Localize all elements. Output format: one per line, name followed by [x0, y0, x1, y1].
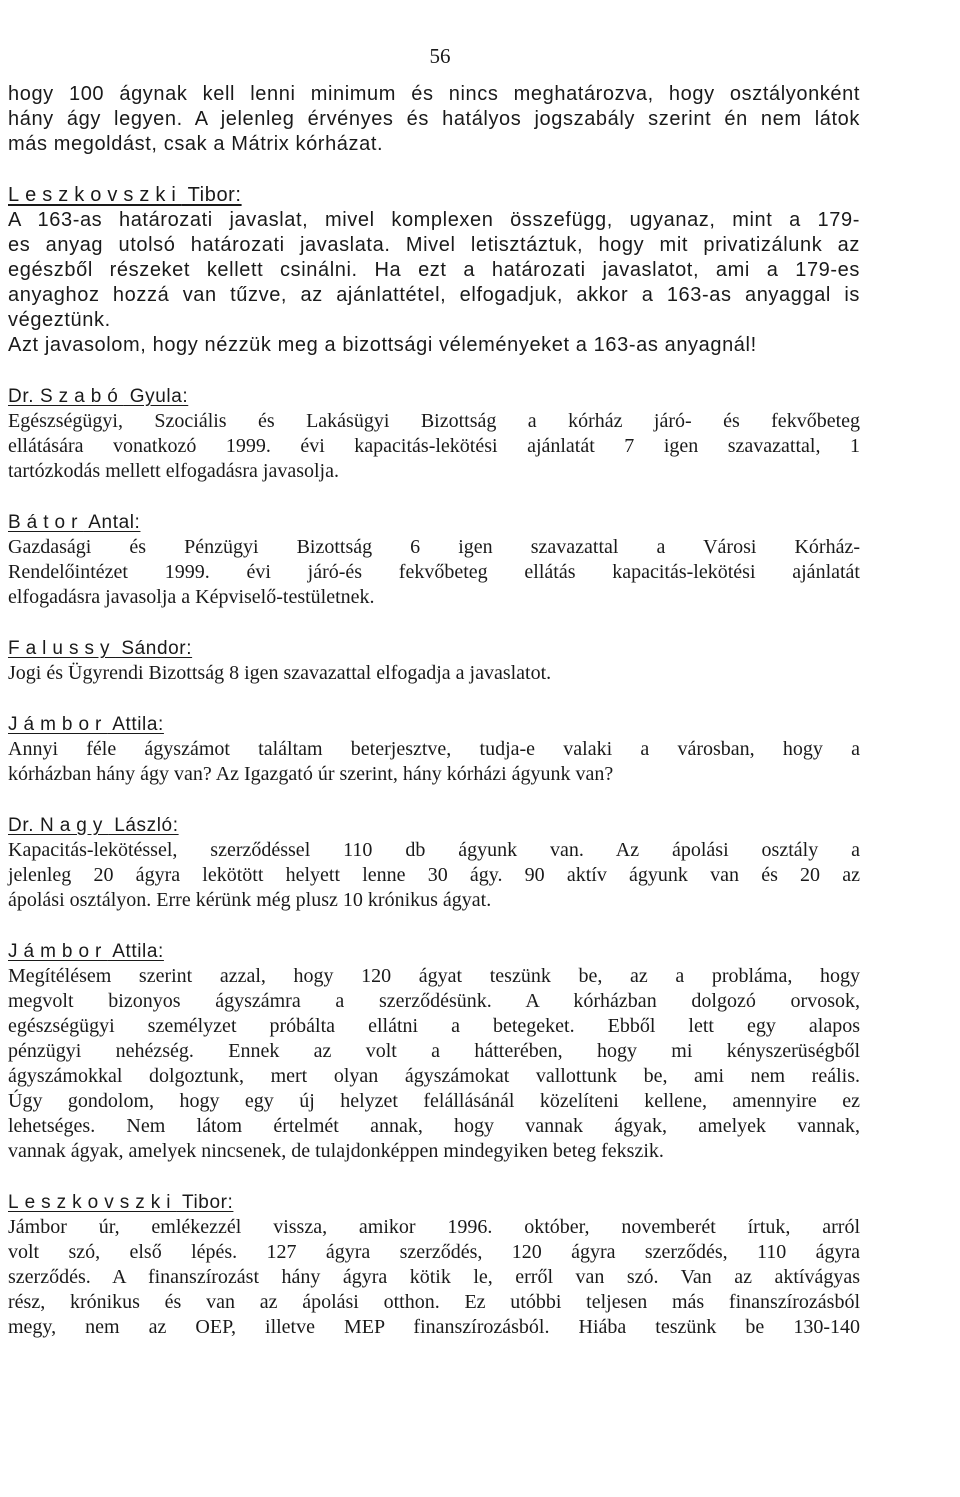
- text-line: hogy 100 ágynak kell lenni minimum és nincs meghatározva, hogy osztályonként: [8, 83, 860, 105]
- text-line: végeztünk.: [8, 309, 111, 331]
- speaker-name: Dr. Nagy László:: [8, 815, 179, 836]
- text-line: Azt javasolom, hogy nézzük meg a bizottsági véleményeket a 163-as anyagnál!: [8, 334, 757, 356]
- text-line: megvolt bizonyos ágyszámra a szerződésünk. A kórházban dolgozó orvosok,: [8, 990, 860, 1012]
- speaker-name: Dr. Szabó Gyula:: [8, 386, 189, 407]
- speech-bator: [8, 510, 860, 610]
- text-line: Úgy gondolom, hogy egy új helyzet felállásánál közelíteni kellene, amennyire ez: [8, 1090, 860, 1112]
- text-line: Megítélésem szerint azzal, hogy 120 ágyat teszünk be, az a probláma, hogy: [8, 965, 860, 987]
- speaker-name: Jámbor Attila:: [8, 941, 164, 962]
- text-line: más megoldást, csak a Mátrix kórházat.: [8, 133, 384, 155]
- text-line: egészségügyi személyzet próbálta ellátni a betegeket. Ebből lett egy alapos: [8, 1015, 860, 1037]
- speech-nagy: [8, 813, 860, 913]
- text-line: ápolási osztályon. Erre kérünk még plusz 10 krónikus ágyat.: [8, 889, 492, 911]
- text-line: jelenleg 20 ágyra lekötött helyett lenne 30 ágy. 90 aktív ágyunk van és 20 az: [8, 864, 860, 886]
- text-line: Kapacitás-lekötéssel, szerződéssel 110 db ágyunk van. Az ápolási osztály a: [8, 839, 860, 861]
- document-body: [8, 82, 860, 1340]
- speech-jambor-2: [8, 939, 860, 1164]
- speaker-name: Bátor Antal:: [8, 512, 141, 533]
- speaker-name: Leszkovszki Tibor:: [8, 1192, 234, 1213]
- text-line: hány ágy legyen. A jelenleg érvényes és hatályos jogszabály szerint én nem látok: [8, 108, 860, 130]
- text-line: volt szó, első lépés. 127 ágyra szerződés, 120 ágyra szerződés, 110 ágyra: [8, 1241, 860, 1263]
- speech-leszkovszki-2: [8, 1190, 860, 1340]
- text-line: tartózkodás mellett elfogadásra javasolja.: [8, 460, 339, 482]
- text-line: ellátására vonatkozó 1999. évi kapacitás-lekötési ajánlatát 7 igen szavazattal, 1: [8, 435, 860, 457]
- text-line: szerződés. A finanszírozást hány ágyra kötik le, erről van szó. Van az aktívágyas: [8, 1266, 860, 1288]
- paragraph-continuation: [8, 82, 860, 157]
- text-line: A 163-as határozati javaslat, mivel komplexen összefügg, ugyanaz, mint a 179-: [8, 209, 860, 231]
- text-line: es anyag utolsó határozati javaslata. Mivel letisztáztuk, hogy mit privatizálunk az: [8, 234, 860, 256]
- speech-szabo: [8, 384, 860, 484]
- text-line: kórházban hány ágy van? Az Igazgató úr szerint, hány kórházi ágyunk van?: [8, 763, 614, 785]
- speaker-name: Jámbor Attila:: [8, 714, 164, 735]
- text-line: lehetséges. Nem látom értelmét annak, hogy vannak ágyak, amelyek vannak,: [8, 1115, 860, 1137]
- text-line: vannak ágyak, amelyek nincsenek, de tulajdonképpen mindegyiken beteg fekszik.: [8, 1140, 664, 1162]
- speaker-name: Leszkovszki Tibor:: [8, 184, 242, 206]
- text-line: megy, nem az OEP, illetve MEP finanszírozásból. Hiába teszünk be 130-140: [8, 1316, 860, 1338]
- text-line: ágyszámokkal dolgoztunk, mert olyan ágyszámokat vallottunk be, ami nem reális.: [8, 1065, 860, 1087]
- text-line: Gazdasági és Pénzügyi Bizottság 6 igen szavazattal a Városi Kórház-: [8, 536, 860, 558]
- text-line: Jogi és Ügyrendi Bizottság 8 igen szavazattal elfogadja a javaslatot.: [8, 662, 552, 684]
- text-line: anyaghoz hozzá van tűzve, az ajánlattétel, elfogadjuk, akkor a 163-as anyaggal is: [8, 284, 860, 306]
- speaker-name: Falussy Sándor:: [8, 638, 193, 659]
- text-line: Egészségügyi, Szociális és Lakásügyi Bizottság a kórház járó- és fekvőbeteg: [8, 410, 860, 432]
- text-line: rész, krónikus és van az ápolási otthon. Ez utóbbi teljesen más finanszírozásból: [8, 1291, 860, 1313]
- speech-jambor-1: [8, 712, 860, 787]
- page-number: 56: [429, 44, 451, 68]
- text-line: elfogadásra javasolja a Képviselő-testületnek.: [8, 586, 375, 608]
- text-line: pénzügyi nehézség. Ennek az volt a hátterében, hogy mi kényszerüségből: [8, 1040, 860, 1062]
- text-line: Rendelőintézet 1999. évi járó-és fekvőbeteg ellátás kapacitás-lekötési ajánlatát: [8, 561, 860, 583]
- speech-leszkovszki-1: [8, 183, 860, 358]
- text-line: egészből részeket kellett csinálni. Ha ezt a határozati javaslatot, ami a 179-es: [8, 259, 860, 281]
- speech-falussy: [8, 636, 860, 686]
- text-line: Annyi féle ágyszámot találtam beterjesztve, tudja-e valaki a városban, hogy a: [8, 738, 860, 760]
- text-line: Jámbor úr, emlékezzél vissza, amikor 1996. október, novemberét írtuk, arról: [8, 1216, 860, 1238]
